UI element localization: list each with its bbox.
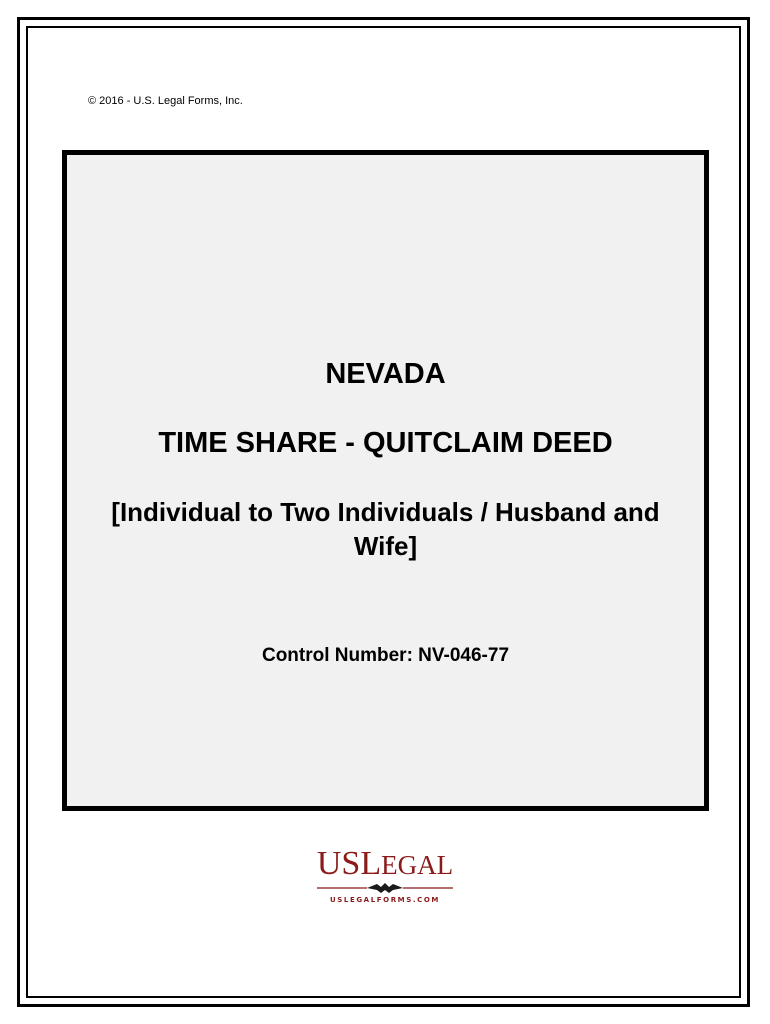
logo-wordmark-us: US: [316, 845, 361, 882]
eagle-emblem-icon: [315, 882, 455, 894]
uslegal-logo: [300, 846, 470, 910]
logo-wordmark-l: L: [360, 845, 382, 882]
copyright-notice: © 2016 - U.S. Legal Forms, Inc.: [88, 95, 243, 107]
state-title: NEVADA: [325, 358, 446, 390]
logo-wordmark-egal: EGAL: [381, 850, 454, 880]
logo-url: USLEGALFORMS.COM: [329, 896, 441, 904]
logo-wordmark: [300, 846, 470, 883]
document-subtitle: [Individual to Two Individuals / Husband and Wife]: [111, 497, 660, 561]
control-number: Control Number: NV-046-77: [261, 645, 510, 666]
cover-panel: [62, 150, 709, 811]
document-title: TIME SHARE - QUITCLAIM DEED: [158, 427, 613, 459]
